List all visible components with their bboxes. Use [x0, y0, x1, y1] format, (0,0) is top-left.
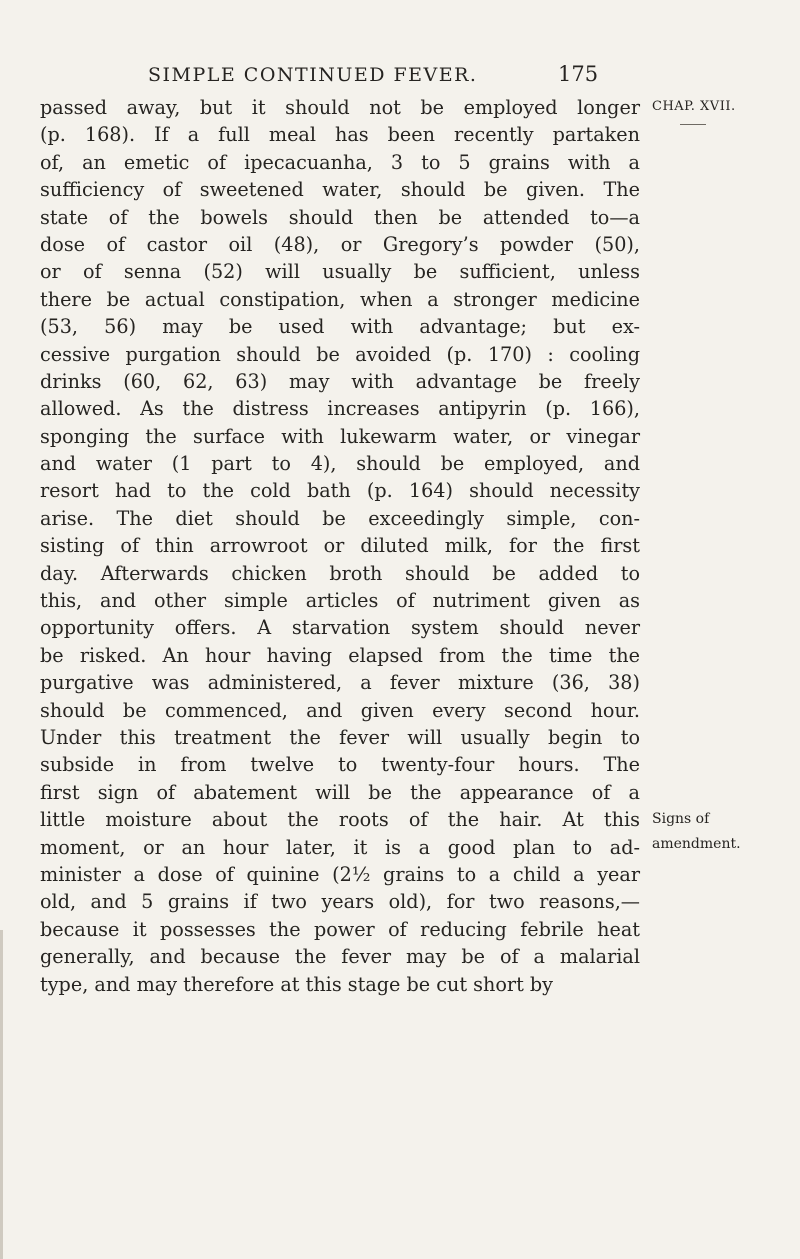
text-line: cessive purgation should be avoided (p. 170) : cooling [40, 342, 640, 366]
text-line: sponging the surface with lukewarm water, or vinegar [40, 424, 640, 448]
side-note-amendment: amendment. [652, 836, 741, 852]
text-line: state of the bowels should then be attended to—a [40, 205, 640, 229]
side-note-signs-of: Signs of [652, 811, 710, 827]
text-line: because it possesses the power of reducing febrile heat [40, 917, 640, 941]
text-line: subside in from twelve to twenty-four hours. The [40, 753, 640, 777]
running-title: SIMPLE CONTINUED FEVER. [148, 64, 478, 86]
page-number: 175 [558, 62, 599, 86]
text-line: or of senna (52) will usually be sufficient, unless [40, 260, 640, 284]
text-line: minister a dose of quinine (2½ grains to a child a year [40, 862, 640, 886]
text-line: arise. The diet should be exceedingly simple, con- [40, 506, 640, 530]
text-line: day. Afterwards chicken broth should be added to [40, 561, 640, 585]
chapter-marginal: CHAP. XVII. [652, 99, 736, 114]
body-text [40, 94, 640, 998]
text-line: be risked. An hour having elapsed from the time the [40, 643, 640, 667]
text-line: of, an emetic of ipecacuanha, 3 to 5 grains with a [40, 150, 640, 174]
text-line: passed away, but it should not be employed longer [40, 96, 640, 119]
text-line: type, and may therefore at this stage be cut short by [40, 972, 554, 996]
text-line: dose of castor oil (48), or Gregory’s powder (50), [40, 232, 640, 256]
text-line: moment, or an hour later, it is a good plan to ad- [40, 835, 640, 859]
text-line: resort had to the cold bath (p. 164) should necessity [40, 479, 640, 503]
text-line: little moisture about the roots of the hair. At this [40, 808, 640, 832]
text-line: (53, 56) may be used with advantage; but ex- [40, 315, 640, 339]
text-line: sufficiency of sweetened water, should be given. The [40, 178, 640, 202]
text-line: allowed. As the distress increases antipyrin (p. 166), [40, 397, 640, 421]
text-line: sisting of thin arrowroot or diluted milk, for the first [40, 534, 640, 558]
text-line: (p. 168). If a full meal has been recently partaken [40, 123, 640, 147]
text-line: there be actual constipation, when a stronger medicine [40, 287, 640, 311]
text-line: drinks (60, 62, 63) may with advantage be freely [40, 369, 640, 393]
running-head [0, 62, 800, 92]
text-line: this, and other simple articles of nutriment given as [40, 589, 640, 613]
text-line: first sign of abatement will be the appearance of a [40, 780, 640, 804]
text-line: generally, and because the fever may be of a malarial [40, 945, 640, 969]
chapter-underline [680, 124, 706, 125]
page-edge-shadow [0, 930, 3, 1259]
text-line: purgative was administered, a fever mixture (36, 38) [40, 671, 640, 695]
text-line: should be commenced, and given every second hour. [40, 698, 640, 722]
text-line: old, and 5 grains if two years old), for two reasons,— [40, 890, 640, 914]
text-line: Under this treatment the fever will usually begin to [40, 725, 640, 749]
text-line: opportunity offers. A starvation system should never [40, 616, 640, 640]
text-line: and water (1 part to 4), should be employed, and [40, 452, 640, 476]
